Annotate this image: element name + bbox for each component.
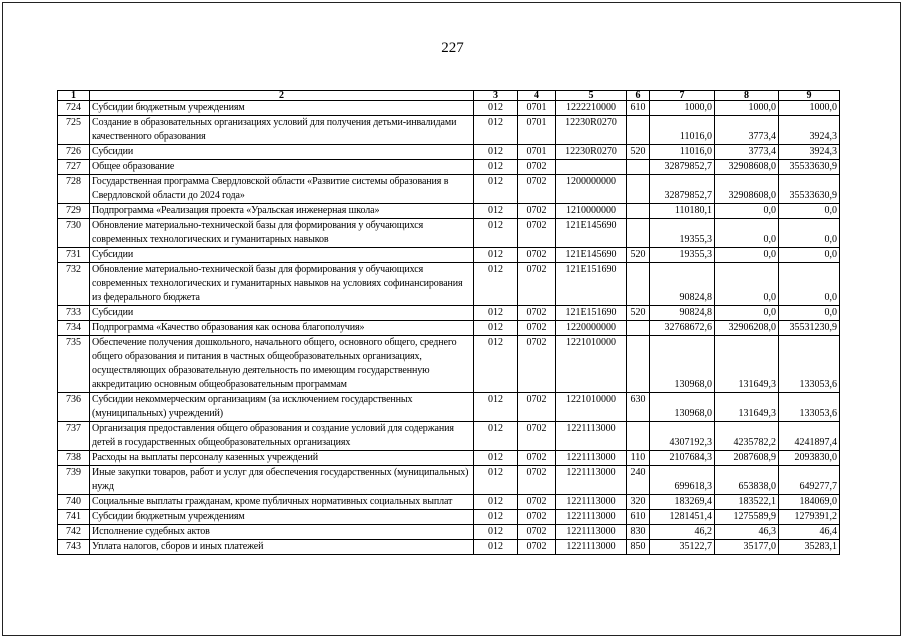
- row-number: 743: [58, 540, 90, 555]
- target-article: 1200000000: [556, 175, 627, 204]
- amount-col8: 0,0: [715, 204, 779, 219]
- admin-code: 012: [474, 263, 518, 306]
- row-number: 741: [58, 510, 90, 525]
- target-article: 1210000000: [556, 204, 627, 219]
- amount-col7: 699618,3: [650, 466, 715, 495]
- column-header: 5: [556, 91, 627, 101]
- amount-col7: 183269,4: [650, 495, 715, 510]
- admin-code: 012: [474, 422, 518, 451]
- amount-col7: 90824,8: [650, 263, 715, 306]
- table-row: [58, 204, 840, 219]
- amount-col9: 1279391,2: [779, 510, 840, 525]
- amount-col8: 653838,0: [715, 466, 779, 495]
- admin-code: 012: [474, 145, 518, 160]
- target-article: 121E151690: [556, 263, 627, 306]
- expense-type: 240: [627, 466, 650, 495]
- amount-col9: 3924,3: [779, 116, 840, 145]
- admin-code: 012: [474, 466, 518, 495]
- table-row: [58, 540, 840, 555]
- target-article: 1221113000: [556, 422, 627, 451]
- row-number: 730: [58, 219, 90, 248]
- expense-type: [627, 263, 650, 306]
- row-name: Государственная программа Свердловской области «Развитие системы образования в Свердловской области до 2024 года»: [90, 175, 474, 204]
- expense-type: 610: [627, 101, 650, 116]
- expense-type: 830: [627, 525, 650, 540]
- row-name: Обновление материально-технической базы для формирования у обучающихся современных технологических и гуманитарных навыков: [90, 219, 474, 248]
- amount-col7: 35122,7: [650, 540, 715, 555]
- section-code: 0702: [518, 540, 556, 555]
- admin-code: 012: [474, 160, 518, 175]
- table-row: [58, 422, 840, 451]
- admin-code: 012: [474, 451, 518, 466]
- target-article: 1221113000: [556, 525, 627, 540]
- expense-type: 630: [627, 393, 650, 422]
- table-row: [58, 525, 840, 540]
- amount-col9: 4241897,4: [779, 422, 840, 451]
- amount-col7: 2107684,3: [650, 451, 715, 466]
- target-article: 1221113000: [556, 451, 627, 466]
- column-header: 7: [650, 91, 715, 101]
- table-row: [58, 393, 840, 422]
- row-number: 726: [58, 145, 90, 160]
- amount-col8: 3773,4: [715, 116, 779, 145]
- amount-col8: 0,0: [715, 306, 779, 321]
- amount-col7: 32879852,7: [650, 160, 715, 175]
- admin-code: 012: [474, 336, 518, 393]
- row-name: Исполнение судебных актов: [90, 525, 474, 540]
- table-row: [58, 160, 840, 175]
- amount-col9: 0,0: [779, 263, 840, 306]
- amount-col9: 649277,7: [779, 466, 840, 495]
- section-code: 0702: [518, 525, 556, 540]
- admin-code: 012: [474, 248, 518, 263]
- row-number: 740: [58, 495, 90, 510]
- row-number: 728: [58, 175, 90, 204]
- row-name: Создание в образовательных организациях условий для получения детьми-инвалидами качественного образования: [90, 116, 474, 145]
- amount-col7: 90824,8: [650, 306, 715, 321]
- amount-col9: 184069,0: [779, 495, 840, 510]
- amount-col9: 3924,3: [779, 145, 840, 160]
- section-code: 0702: [518, 263, 556, 306]
- amount-col7: 19355,3: [650, 219, 715, 248]
- row-name: Иные закупки товаров, работ и услуг для обеспечения государственных (муниципальных) нужд: [90, 466, 474, 495]
- amount-col7: 11016,0: [650, 145, 715, 160]
- row-number: 736: [58, 393, 90, 422]
- amount-col9: 35533630,9: [779, 175, 840, 204]
- section-code: 0702: [518, 248, 556, 263]
- amount-col8: 32908608,0: [715, 175, 779, 204]
- table-row: [58, 451, 840, 466]
- amount-col9: 2093830,0: [779, 451, 840, 466]
- amount-col7: 32879852,7: [650, 175, 715, 204]
- expense-type: [627, 116, 650, 145]
- column-header: 9: [779, 91, 840, 101]
- amount-col7: 11016,0: [650, 116, 715, 145]
- amount-col9: 0,0: [779, 204, 840, 219]
- section-code: 0702: [518, 336, 556, 393]
- amount-col8: 0,0: [715, 219, 779, 248]
- admin-code: 012: [474, 393, 518, 422]
- row-name: Организация предоставления общего образования и создание условий для содержания детей в государственных общеобразовательных организациях: [90, 422, 474, 451]
- admin-code: 012: [474, 321, 518, 336]
- amount-col8: 0,0: [715, 248, 779, 263]
- amount-col9: 0,0: [779, 248, 840, 263]
- table-row: [58, 116, 840, 145]
- amount-col8: 4235782,2: [715, 422, 779, 451]
- target-article: 1221010000: [556, 336, 627, 393]
- row-name: Субсидии бюджетным учреждениям: [90, 101, 474, 116]
- section-code: 0702: [518, 321, 556, 336]
- expense-type: [627, 204, 650, 219]
- section-code: 0702: [518, 175, 556, 204]
- row-name: Обновление материально-технической базы для формирования у обучающихся современных технологических и гуманитарных навыков на условиях софинансирования из федерального бюджета: [90, 263, 474, 306]
- admin-code: 012: [474, 219, 518, 248]
- amount-col9: 133053,6: [779, 336, 840, 393]
- expense-type: 520: [627, 248, 650, 263]
- column-header: 1: [58, 91, 90, 101]
- amount-col8: 46,3: [715, 525, 779, 540]
- amount-col7: 4307192,3: [650, 422, 715, 451]
- section-code: 0702: [518, 306, 556, 321]
- table-row: [58, 466, 840, 495]
- amount-col8: 131649,3: [715, 393, 779, 422]
- row-number: 737: [58, 422, 90, 451]
- row-name: Общее образование: [90, 160, 474, 175]
- section-code: 0702: [518, 451, 556, 466]
- row-name: Субсидии: [90, 145, 474, 160]
- row-name: Субсидии: [90, 306, 474, 321]
- amount-col7: 1281451,4: [650, 510, 715, 525]
- expense-type: 520: [627, 306, 650, 321]
- admin-code: 012: [474, 101, 518, 116]
- amount-col8: 3773,4: [715, 145, 779, 160]
- amount-col8: 2087608,9: [715, 451, 779, 466]
- amount-col9: 1000,0: [779, 101, 840, 116]
- row-number: 729: [58, 204, 90, 219]
- target-article: [556, 160, 627, 175]
- expense-type: 520: [627, 145, 650, 160]
- column-header: 3: [474, 91, 518, 101]
- amount-col9: 0,0: [779, 219, 840, 248]
- target-article: 121E151690: [556, 306, 627, 321]
- amount-col9: 35283,1: [779, 540, 840, 555]
- budget-table: [57, 90, 840, 555]
- section-code: 0702: [518, 466, 556, 495]
- amount-col7: 1000,0: [650, 101, 715, 116]
- amount-col7: 46,2: [650, 525, 715, 540]
- target-article: 12230R0270: [556, 145, 627, 160]
- column-header: 8: [715, 91, 779, 101]
- amount-col8: 35177,0: [715, 540, 779, 555]
- amount-col9: 35531230,9: [779, 321, 840, 336]
- column-header: 4: [518, 91, 556, 101]
- section-code: 0701: [518, 116, 556, 145]
- section-code: 0701: [518, 101, 556, 116]
- amount-col8: 0,0: [715, 263, 779, 306]
- header-row: [58, 91, 840, 101]
- target-article: 12230R0270: [556, 116, 627, 145]
- target-article: 121E145690: [556, 248, 627, 263]
- admin-code: 012: [474, 175, 518, 204]
- table-row: [58, 145, 840, 160]
- target-article: 1220000000: [556, 321, 627, 336]
- table-row: [58, 495, 840, 510]
- row-number: 732: [58, 263, 90, 306]
- section-code: 0702: [518, 495, 556, 510]
- table-row: [58, 321, 840, 336]
- admin-code: 012: [474, 306, 518, 321]
- amount-col8: 32906208,0: [715, 321, 779, 336]
- expense-type: [627, 336, 650, 393]
- row-number: 742: [58, 525, 90, 540]
- table-row: [58, 101, 840, 116]
- amount-col7: 110180,1: [650, 204, 715, 219]
- amount-col7: 19355,3: [650, 248, 715, 263]
- section-code: 0702: [518, 393, 556, 422]
- row-number: 734: [58, 321, 90, 336]
- target-article: 1221113000: [556, 540, 627, 555]
- table-row: [58, 219, 840, 248]
- section-code: 0702: [518, 219, 556, 248]
- section-code: 0702: [518, 204, 556, 219]
- row-name: Подпрограмма «Реализация проекта «Уральская инженерная школа»: [90, 204, 474, 219]
- amount-col7: 130968,0: [650, 393, 715, 422]
- section-code: 0702: [518, 422, 556, 451]
- target-article: 1221010000: [556, 393, 627, 422]
- expense-type: 610: [627, 510, 650, 525]
- admin-code: 012: [474, 525, 518, 540]
- target-article: 121E145690: [556, 219, 627, 248]
- table-row: [58, 263, 840, 306]
- row-name: Субсидии бюджетным учреждениям: [90, 510, 474, 525]
- row-name: Подпрограмма «Качество образования как основа благополучия»: [90, 321, 474, 336]
- admin-code: 012: [474, 495, 518, 510]
- section-code: 0702: [518, 160, 556, 175]
- row-name: Обеспечение получения дошкольного, начального общего, основного общего, среднего общего образования и питания в частных общеобразовательных организациях, осуществляющих образовательную деятельность по имеющим государственную аккредитацию основным общеобразовательным программам: [90, 336, 474, 393]
- row-name: Социальные выплаты гражданам, кроме публичных нормативных социальных выплат: [90, 495, 474, 510]
- amount-col9: 133053,6: [779, 393, 840, 422]
- page-number: 227: [441, 40, 464, 56]
- column-header: 6: [627, 91, 650, 101]
- row-name: Расходы на выплаты персоналу казенных учреждений: [90, 451, 474, 466]
- amount-col7: 32768672,6: [650, 321, 715, 336]
- amount-col9: 0,0: [779, 306, 840, 321]
- row-number: 727: [58, 160, 90, 175]
- admin-code: 012: [474, 116, 518, 145]
- row-name: Субсидии: [90, 248, 474, 263]
- target-article: 1221113000: [556, 495, 627, 510]
- column-header: 2: [90, 91, 474, 101]
- row-number: 735: [58, 336, 90, 393]
- amount-col9: 46,4: [779, 525, 840, 540]
- amount-col8: 1275589,9: [715, 510, 779, 525]
- admin-code: 012: [474, 204, 518, 219]
- admin-code: 012: [474, 540, 518, 555]
- table-row: [58, 175, 840, 204]
- expense-type: [627, 422, 650, 451]
- expense-type: [627, 160, 650, 175]
- row-number: 739: [58, 466, 90, 495]
- section-code: 0702: [518, 510, 556, 525]
- row-number: 725: [58, 116, 90, 145]
- amount-col8: 183522,1: [715, 495, 779, 510]
- row-name: Субсидии некоммерческим организациям (за исключением государственных (муниципальных) учреждений): [90, 393, 474, 422]
- target-article: 1222210000: [556, 101, 627, 116]
- target-article: 1221113000: [556, 510, 627, 525]
- expense-type: 850: [627, 540, 650, 555]
- expense-type: [627, 321, 650, 336]
- expense-type: 320: [627, 495, 650, 510]
- row-number: 724: [58, 101, 90, 116]
- table-row: [58, 510, 840, 525]
- row-number: 738: [58, 451, 90, 466]
- admin-code: 012: [474, 510, 518, 525]
- row-number: 731: [58, 248, 90, 263]
- expense-type: [627, 175, 650, 204]
- table-row: [58, 336, 840, 393]
- table-row: [58, 306, 840, 321]
- expense-type: 110: [627, 451, 650, 466]
- amount-col7: 130968,0: [650, 336, 715, 393]
- expense-type: [627, 219, 650, 248]
- amount-col9: 35533630,9: [779, 160, 840, 175]
- amount-col8: 1000,0: [715, 101, 779, 116]
- row-number: 733: [58, 306, 90, 321]
- section-code: 0701: [518, 145, 556, 160]
- table-row: [58, 248, 840, 263]
- target-article: 1221113000: [556, 466, 627, 495]
- amount-col8: 32908608,0: [715, 160, 779, 175]
- amount-col8: 131649,3: [715, 336, 779, 393]
- row-name: Уплата налогов, сборов и иных платежей: [90, 540, 474, 555]
